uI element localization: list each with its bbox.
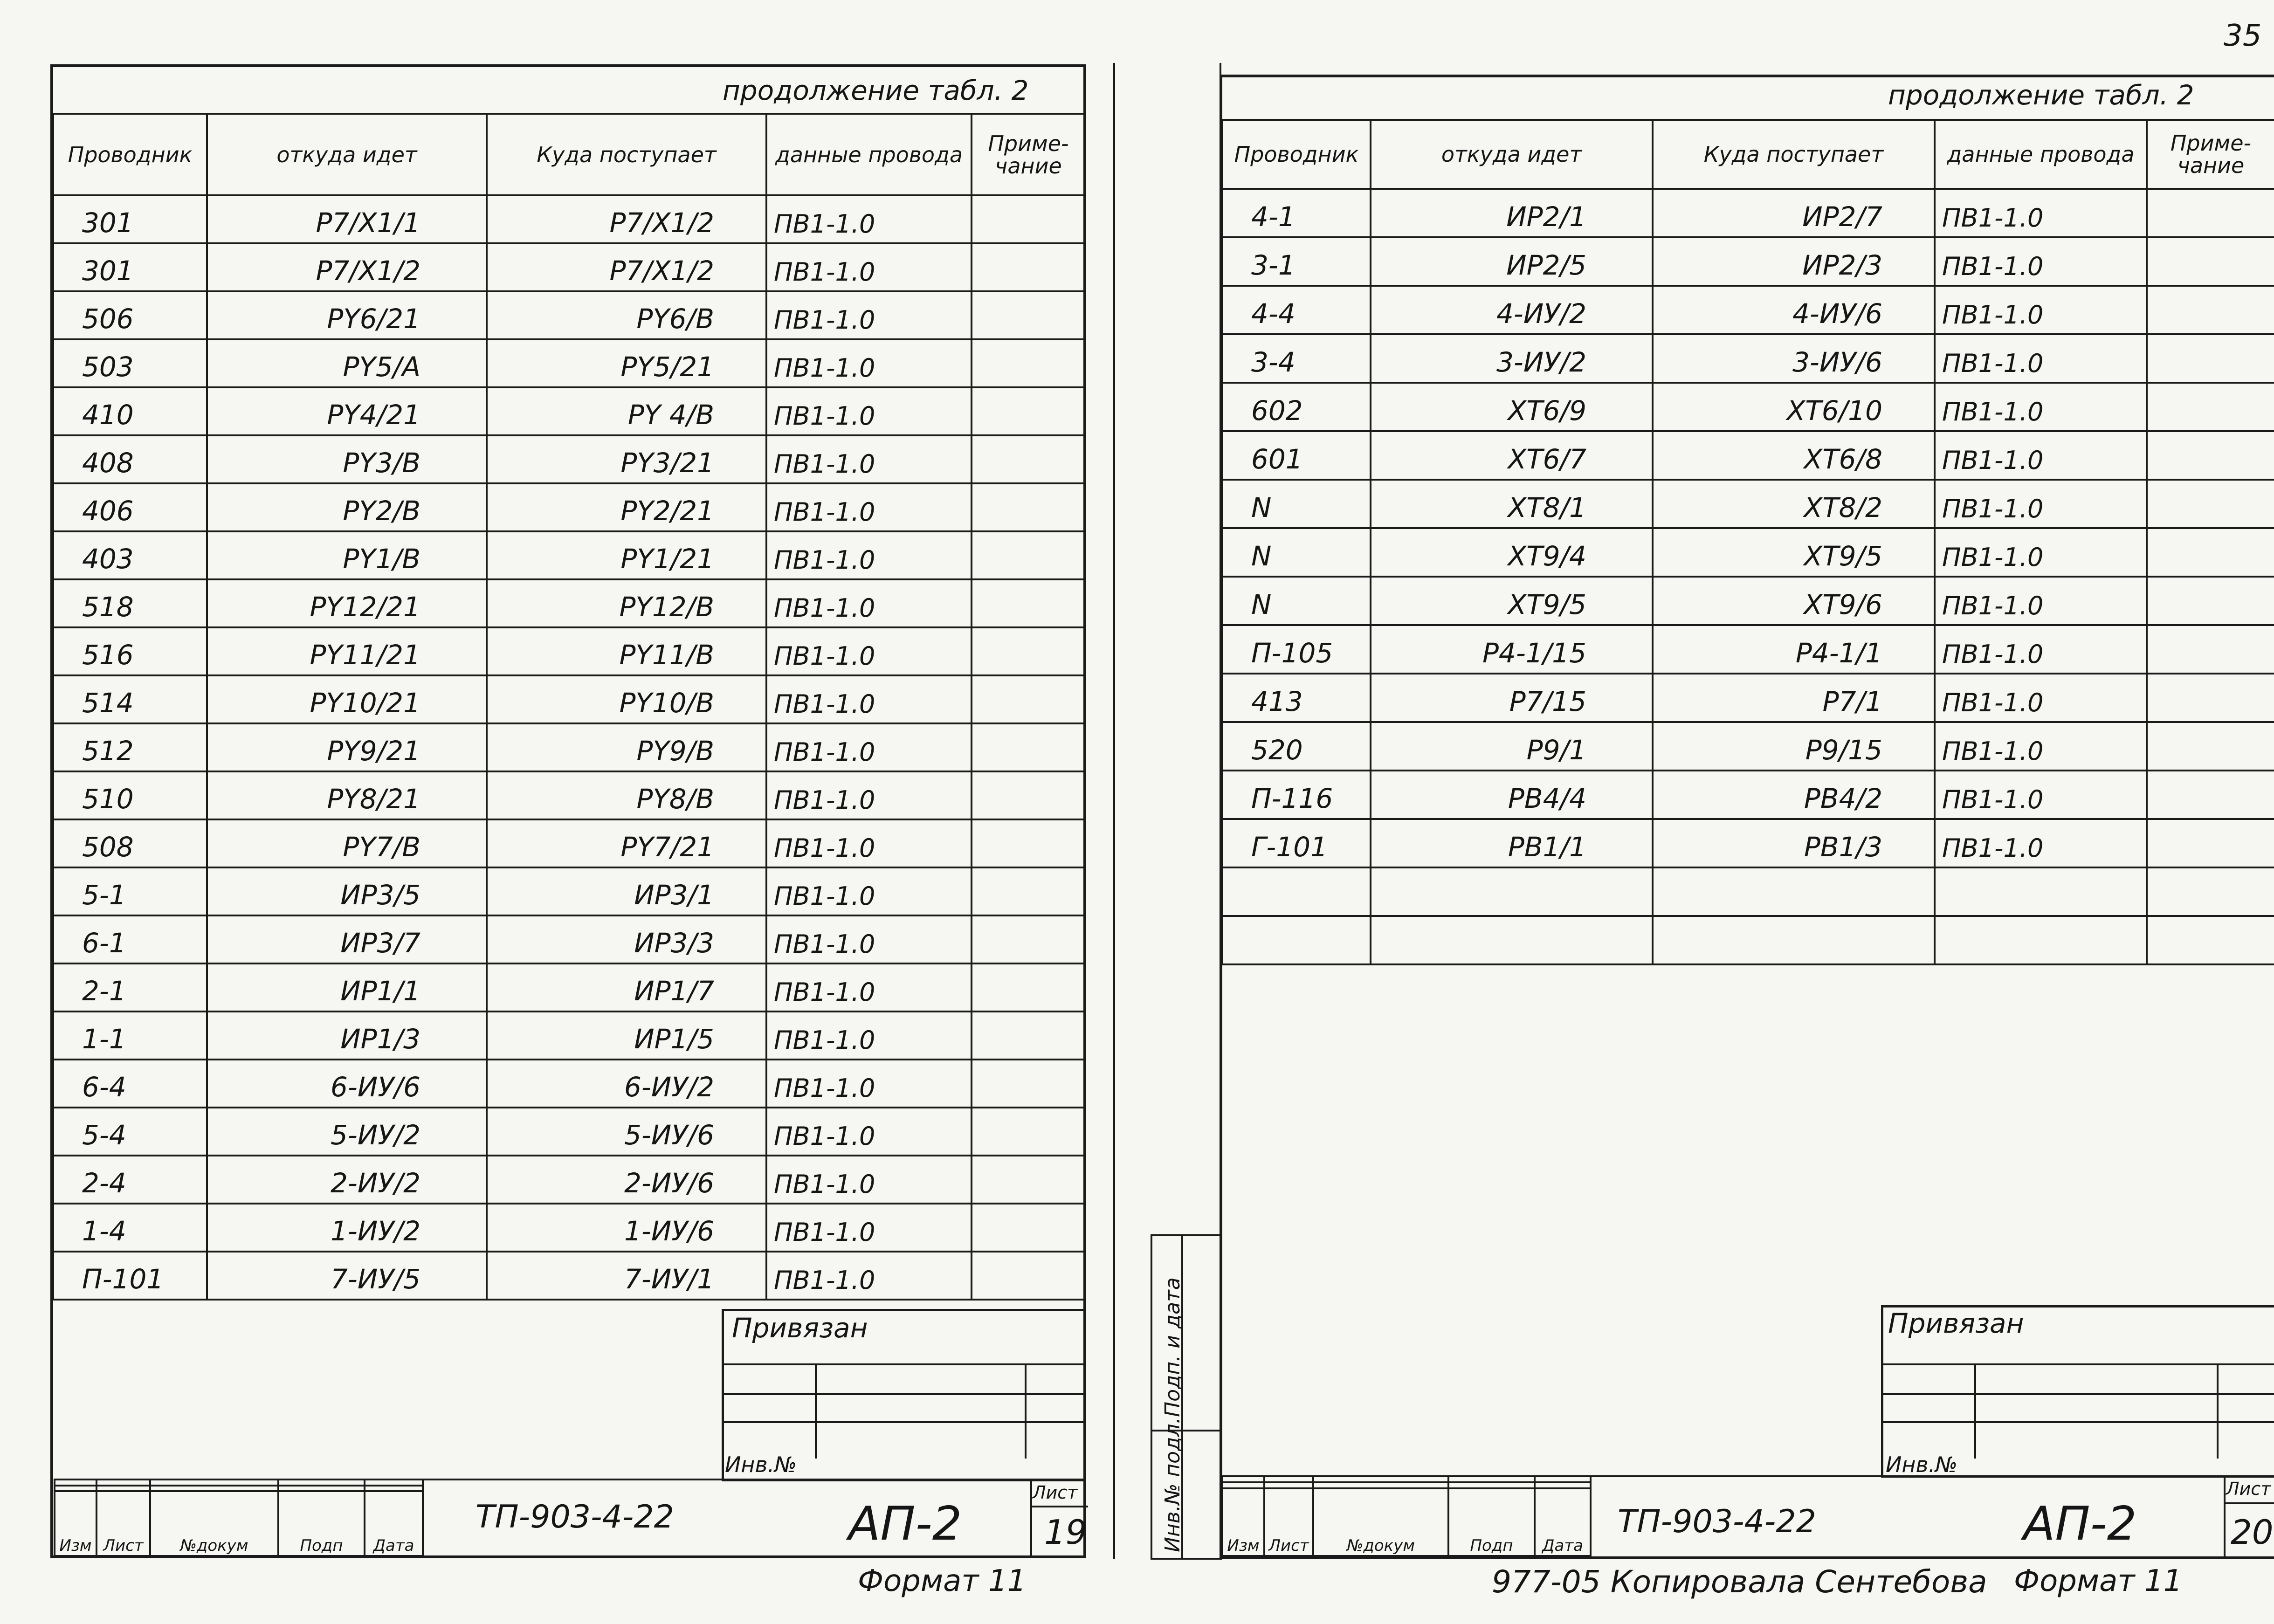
cell-to: PY10/B	[487, 675, 766, 723]
table-row	[1222, 431, 2274, 480]
cell-wire-data: ПВ1-1.0	[1935, 480, 2147, 528]
table-row	[53, 1252, 1085, 1300]
cell-conductor: 5-1	[53, 867, 207, 915]
cell-to: P7/1	[1653, 674, 1935, 722]
binding-line-left	[1113, 63, 1115, 1559]
cell-conductor: 516	[53, 627, 207, 675]
cell-note	[972, 531, 1085, 579]
cell-to: PY2/21	[487, 483, 766, 531]
table-row	[53, 339, 1085, 387]
cell-from: PY8/21	[207, 771, 487, 819]
cell-wire-data: ПВ1-1.0	[766, 531, 972, 579]
right-table-body	[1222, 189, 2274, 964]
cell-from: P4-1/15	[1371, 625, 1653, 674]
table-row	[1222, 674, 2274, 722]
cell-wire-data	[1935, 867, 2147, 916]
cell-from: PY10/21	[207, 675, 487, 723]
cell-note	[2147, 625, 2274, 674]
left-format: Формат 11	[858, 1564, 1027, 1598]
cell-from: XT6/9	[1371, 383, 1653, 431]
cell-conductor: 6-1	[53, 915, 207, 963]
table-row	[53, 435, 1085, 483]
cell-from: 6-ИУ/6	[207, 1060, 487, 1108]
cell-to: ИР3/1	[487, 867, 766, 915]
table-row	[1222, 480, 2274, 528]
cell-to: PY1/21	[487, 531, 766, 579]
right-table-caption: продолжение табл. 2	[1888, 79, 2194, 111]
table-row	[1222, 334, 2274, 383]
page-number: 35	[2224, 19, 2262, 53]
table-row	[53, 963, 1085, 1012]
right-format: Формат 11	[2014, 1564, 2183, 1598]
cell-conductor: П-116	[1222, 771, 1371, 819]
cell-to: P7/X1/2	[487, 195, 766, 243]
cell-wire-data: ПВ1-1.0	[766, 771, 972, 819]
cell-to: ИР2/7	[1653, 189, 1935, 237]
cell-conductor: 410	[53, 387, 207, 435]
cell-to: 3-ИУ/6	[1653, 334, 1935, 383]
cell-wire-data: ПВ1-1.0	[1935, 528, 2147, 577]
table-row	[53, 1156, 1085, 1204]
cell-wire-data: ПВ1-1.0	[766, 1156, 972, 1204]
cell-note	[2147, 916, 2274, 964]
cell-from: 7-ИУ/5	[207, 1252, 487, 1300]
cell-wire-data: ПВ1-1.0	[766, 723, 972, 771]
cell-wire-data: ПВ1-1.0	[766, 1252, 972, 1300]
stamp-izm: Изм	[1222, 1488, 1264, 1556]
stamp-doc: №докум	[150, 1491, 278, 1556]
cell-to: XT8/2	[1653, 480, 1935, 528]
cell-from: 4-ИУ/2	[1371, 286, 1653, 334]
table-row	[1222, 722, 2274, 771]
cell-wire-data: ПВ1-1.0	[1935, 334, 2147, 383]
left-revision-table	[54, 1479, 424, 1557]
cell-conductor: 520	[1222, 722, 1371, 771]
cell-from: PY2/B	[207, 483, 487, 531]
cell-wire-data: ПВ1-1.0	[766, 339, 972, 387]
cell-to: P9/15	[1653, 722, 1935, 771]
cell-wire-data: ПВ1-1.0	[1935, 771, 2147, 819]
cell-conductor: 2-1	[53, 963, 207, 1012]
cell-to: ИР1/5	[487, 1012, 766, 1060]
cell-note	[2147, 286, 2274, 334]
cell-wire-data: ПВ1-1.0	[1935, 383, 2147, 431]
cell-wire-data: ПВ1-1.0	[766, 915, 972, 963]
cell-conductor	[1222, 916, 1371, 964]
cell-conductor: 512	[53, 723, 207, 771]
cell-from: ИР2/1	[1371, 189, 1653, 237]
table-row	[1222, 383, 2274, 431]
cell-from: PY9/21	[207, 723, 487, 771]
cell-from: XT8/1	[1371, 480, 1653, 528]
cell-note	[972, 675, 1085, 723]
cell-from: PY7/B	[207, 819, 487, 867]
cell-wire-data: ПВ1-1.0	[766, 1108, 972, 1156]
cell-from: PB1/1	[1371, 819, 1653, 867]
table-row	[1222, 867, 2274, 916]
cell-conductor: 506	[53, 291, 207, 339]
cell-to	[1653, 916, 1935, 964]
left-list-number: 19	[1044, 1513, 1087, 1552]
cell-from	[1371, 916, 1653, 964]
cell-wire-data: ПВ1-1.0	[766, 819, 972, 867]
cell-conductor: 1-4	[53, 1204, 207, 1252]
cell-conductor: 3-4	[1222, 334, 1371, 383]
cell-from: ИР1/1	[207, 963, 487, 1012]
cell-note	[972, 1012, 1085, 1060]
cell-from: P7/15	[1371, 674, 1653, 722]
header-to: Куда поступает	[1653, 120, 1935, 189]
left-table-body	[53, 195, 1085, 1300]
right-table-header-row	[1222, 120, 2274, 189]
table-row	[53, 579, 1085, 627]
table-row	[1222, 819, 2274, 867]
right-revision-table	[1221, 1475, 1592, 1557]
cell-conductor: 1-1	[53, 1012, 207, 1060]
cell-wire-data: ПВ1-1.0	[1935, 237, 2147, 286]
cell-to: XT9/5	[1653, 528, 1935, 577]
left-privyazan-grid	[722, 1363, 1086, 1459]
table-row	[53, 243, 1085, 291]
table-row	[53, 867, 1085, 915]
header-conductor: Проводник	[1222, 120, 1371, 189]
table-row	[53, 483, 1085, 531]
cell-wire-data: ПВ1-1.0	[1935, 674, 2147, 722]
cell-wire-data: ПВ1-1.0	[1935, 286, 2147, 334]
copy-note: 977-05 Копировала Сентебова	[1492, 1564, 1987, 1600]
cell-to: 1-ИУ/6	[487, 1204, 766, 1252]
cell-conductor: 403	[53, 531, 207, 579]
cell-wire-data: ПВ1-1.0	[766, 627, 972, 675]
left-table-header-row	[53, 114, 1085, 195]
cell-conductor: N	[1222, 577, 1371, 625]
right-wire-table	[1221, 119, 2274, 965]
cell-wire-data	[1935, 916, 2147, 964]
cell-wire-data: ПВ1-1.0	[766, 291, 972, 339]
table-row	[1222, 771, 2274, 819]
cell-to: 7-ИУ/1	[487, 1252, 766, 1300]
cell-to: PY5/21	[487, 339, 766, 387]
stamp-date: Дата	[1535, 1488, 1591, 1556]
cell-note	[972, 1156, 1085, 1204]
cell-from: P9/1	[1371, 722, 1653, 771]
cell-note	[972, 723, 1085, 771]
cell-note	[972, 1060, 1085, 1108]
cell-conductor: 503	[53, 339, 207, 387]
cell-note	[2147, 771, 2274, 819]
right-list-label: Лист	[2226, 1479, 2271, 1499]
cell-wire-data: ПВ1-1.0	[766, 1012, 972, 1060]
left-wire-table	[52, 113, 1086, 1301]
cell-to: P7/X1/2	[487, 243, 766, 291]
cell-note	[972, 291, 1085, 339]
stamp-sign: Подп	[1448, 1488, 1535, 1556]
header-note: Приме-чание	[972, 114, 1085, 195]
cell-conductor: N	[1222, 528, 1371, 577]
cell-wire-data: ПВ1-1.0	[766, 243, 972, 291]
cell-from: 3-ИУ/2	[1371, 334, 1653, 383]
cell-conductor: 510	[53, 771, 207, 819]
cell-from: ИР2/5	[1371, 237, 1653, 286]
table-row	[53, 819, 1085, 867]
table-row	[53, 291, 1085, 339]
cell-note	[972, 483, 1085, 531]
table-row	[1222, 577, 2274, 625]
cell-from	[1371, 867, 1653, 916]
cell-note	[2147, 674, 2274, 722]
cell-from: XT9/4	[1371, 528, 1653, 577]
cell-note	[972, 579, 1085, 627]
cell-conductor: 413	[1222, 674, 1371, 722]
cell-wire-data: ПВ1-1.0	[766, 579, 972, 627]
cell-note	[2147, 867, 2274, 916]
cell-note	[972, 435, 1085, 483]
left-sheet-code: АП-2	[848, 1496, 962, 1551]
cell-conductor: 518	[53, 579, 207, 627]
cell-to: 2-ИУ/6	[487, 1156, 766, 1204]
cell-from: XT6/7	[1371, 431, 1653, 480]
cell-note	[2147, 383, 2274, 431]
right-privyazan-grid	[1881, 1363, 2274, 1459]
cell-from: ИР3/5	[207, 867, 487, 915]
cell-from: P7/X1/1	[207, 195, 487, 243]
table-row	[53, 1060, 1085, 1108]
cell-wire-data: ПВ1-1.0	[766, 963, 972, 1012]
cell-note	[972, 867, 1085, 915]
cell-conductor: П-105	[1222, 625, 1371, 674]
cell-note	[972, 819, 1085, 867]
cell-from: PB4/4	[1371, 771, 1653, 819]
cell-to: XT6/8	[1653, 431, 1935, 480]
cell-note	[2147, 189, 2274, 237]
cell-from: 2-ИУ/2	[207, 1156, 487, 1204]
cell-from: PY3/B	[207, 435, 487, 483]
cell-note	[2147, 722, 2274, 771]
cell-to	[1653, 867, 1935, 916]
cell-conductor: Г-101	[1222, 819, 1371, 867]
cell-note	[2147, 480, 2274, 528]
stamp-doc: №докум	[1313, 1488, 1448, 1556]
cell-conductor: 508	[53, 819, 207, 867]
cell-to: ИР2/3	[1653, 237, 1935, 286]
right-list-number: 20	[2231, 1513, 2274, 1552]
table-row	[53, 195, 1085, 243]
stamp-list: Лист	[1264, 1488, 1313, 1556]
table-row	[53, 1204, 1085, 1252]
left-designation: ТП-903-4-22	[475, 1499, 674, 1535]
cell-to: XT9/6	[1653, 577, 1935, 625]
stamp-list: Лист	[96, 1491, 150, 1556]
cell-conductor	[1222, 867, 1371, 916]
cell-note	[972, 195, 1085, 243]
table-row	[53, 723, 1085, 771]
cell-note	[972, 771, 1085, 819]
table-row	[53, 387, 1085, 435]
cell-conductor: 3-1	[1222, 237, 1371, 286]
cell-to: PB4/2	[1653, 771, 1935, 819]
cell-conductor: 514	[53, 675, 207, 723]
cell-note	[2147, 237, 2274, 286]
cell-note	[2147, 577, 2274, 625]
cell-to: PY3/21	[487, 435, 766, 483]
cell-wire-data: ПВ1-1.0	[766, 1060, 972, 1108]
table-row	[1222, 189, 2274, 237]
table-row	[53, 1012, 1085, 1060]
table-row	[1222, 286, 2274, 334]
cell-to: PB1/3	[1653, 819, 1935, 867]
stamp-sign: Подп	[278, 1491, 365, 1556]
stamp-date: Дата	[365, 1491, 423, 1556]
cell-note	[972, 243, 1085, 291]
cell-conductor: 408	[53, 435, 207, 483]
cell-wire-data: ПВ1-1.0	[1935, 431, 2147, 480]
vertical-inv-podl: Инв.№ подл.	[1161, 1417, 1185, 1552]
left-inv-no: Инв.№	[725, 1452, 797, 1477]
cell-conductor: 2-4	[53, 1156, 207, 1204]
cell-note	[2147, 819, 2274, 867]
header-wire-data: данные провода	[1935, 120, 2147, 189]
cell-from: XT9/5	[1371, 577, 1653, 625]
cell-conductor: 4-4	[1222, 286, 1371, 334]
cell-note	[972, 963, 1085, 1012]
cell-from: 1-ИУ/2	[207, 1204, 487, 1252]
table-row	[1222, 237, 2274, 286]
cell-conductor: 5-4	[53, 1108, 207, 1156]
header-from: откуда идет	[207, 114, 487, 195]
cell-to: P4-1/1	[1653, 625, 1935, 674]
cell-note	[2147, 334, 2274, 383]
cell-from: P7/X1/2	[207, 243, 487, 291]
right-sheet-code: АП-2	[2023, 1496, 2137, 1551]
table-row	[53, 1108, 1085, 1156]
header-from: откуда идет	[1371, 120, 1653, 189]
left-privyazan-label: Привязан	[732, 1312, 868, 1344]
cell-to: ИР3/3	[487, 915, 766, 963]
cell-to: PY12/B	[487, 579, 766, 627]
right-designation: ТП-903-4-22	[1618, 1503, 1816, 1540]
cell-conductor: 601	[1222, 431, 1371, 480]
cell-wire-data: ПВ1-1.0	[1935, 819, 2147, 867]
header-to: Куда поступает	[487, 114, 766, 195]
cell-wire-data: ПВ1-1.0	[766, 435, 972, 483]
cell-conductor: 301	[53, 243, 207, 291]
table-row	[53, 771, 1085, 819]
cell-from: PY1/B	[207, 531, 487, 579]
cell-note	[972, 339, 1085, 387]
cell-wire-data: ПВ1-1.0	[766, 387, 972, 435]
cell-to: 6-ИУ/2	[487, 1060, 766, 1108]
cell-from: ИР1/3	[207, 1012, 487, 1060]
header-conductor: Проводник	[53, 114, 207, 195]
cell-from: 5-ИУ/2	[207, 1108, 487, 1156]
table-row	[1222, 625, 2274, 674]
cell-wire-data: ПВ1-1.0	[766, 675, 972, 723]
cell-conductor: 4-1	[1222, 189, 1371, 237]
table-row	[53, 627, 1085, 675]
cell-wire-data: ПВ1-1.0	[1935, 577, 2147, 625]
cell-conductor: 602	[1222, 383, 1371, 431]
cell-conductor: П-101	[53, 1252, 207, 1300]
table-row	[1222, 528, 2274, 577]
header-wire-data: данные провода	[766, 114, 972, 195]
cell-note	[972, 1108, 1085, 1156]
stamp-izm: Изм	[55, 1491, 96, 1556]
right-inv-no: Инв.№	[1886, 1452, 1958, 1477]
cell-wire-data: ПВ1-1.0	[766, 867, 972, 915]
cell-wire-data: ПВ1-1.0	[766, 483, 972, 531]
cell-to: PY 4/B	[487, 387, 766, 435]
cell-from: PY6/21	[207, 291, 487, 339]
cell-note	[2147, 528, 2274, 577]
header-note: Приме-чание	[2147, 120, 2274, 189]
right-privyazan-label: Привязан	[1888, 1307, 2024, 1339]
cell-to: XT6/10	[1653, 383, 1935, 431]
cell-from: PY4/21	[207, 387, 487, 435]
cell-conductor: 406	[53, 483, 207, 531]
table-row	[53, 531, 1085, 579]
table-row	[1222, 916, 2274, 964]
cell-note	[972, 627, 1085, 675]
cell-from: PY11/21	[207, 627, 487, 675]
cell-conductor: 6-4	[53, 1060, 207, 1108]
left-table-caption: продолжение табл. 2	[723, 75, 1029, 106]
cell-note	[972, 387, 1085, 435]
cell-wire-data: ПВ1-1.0	[1935, 625, 2147, 674]
vertical-sign-date: Подп. и дата	[1161, 1277, 1185, 1417]
cell-wire-data: ПВ1-1.0	[766, 1204, 972, 1252]
cell-conductor: N	[1222, 480, 1371, 528]
table-row	[53, 915, 1085, 963]
cell-to: PY8/B	[487, 771, 766, 819]
cell-wire-data: ПВ1-1.0	[1935, 189, 2147, 237]
cell-note	[972, 1252, 1085, 1300]
cell-from: ИР3/7	[207, 915, 487, 963]
cell-to: PY11/B	[487, 627, 766, 675]
cell-to: ИР1/7	[487, 963, 766, 1012]
cell-wire-data: ПВ1-1.0	[766, 195, 972, 243]
cell-to: PY9/B	[487, 723, 766, 771]
cell-to: 5-ИУ/6	[487, 1108, 766, 1156]
left-list-label: Лист	[1033, 1482, 1078, 1503]
cell-to: 4-ИУ/6	[1653, 286, 1935, 334]
cell-conductor: 301	[53, 195, 207, 243]
cell-from: PY5/A	[207, 339, 487, 387]
table-row	[53, 675, 1085, 723]
cell-from: PY12/21	[207, 579, 487, 627]
cell-wire-data: ПВ1-1.0	[1935, 722, 2147, 771]
cell-note	[972, 1204, 1085, 1252]
cell-note	[972, 915, 1085, 963]
cell-to: PY7/21	[487, 819, 766, 867]
cell-to: PY6/B	[487, 291, 766, 339]
cell-note	[2147, 431, 2274, 480]
